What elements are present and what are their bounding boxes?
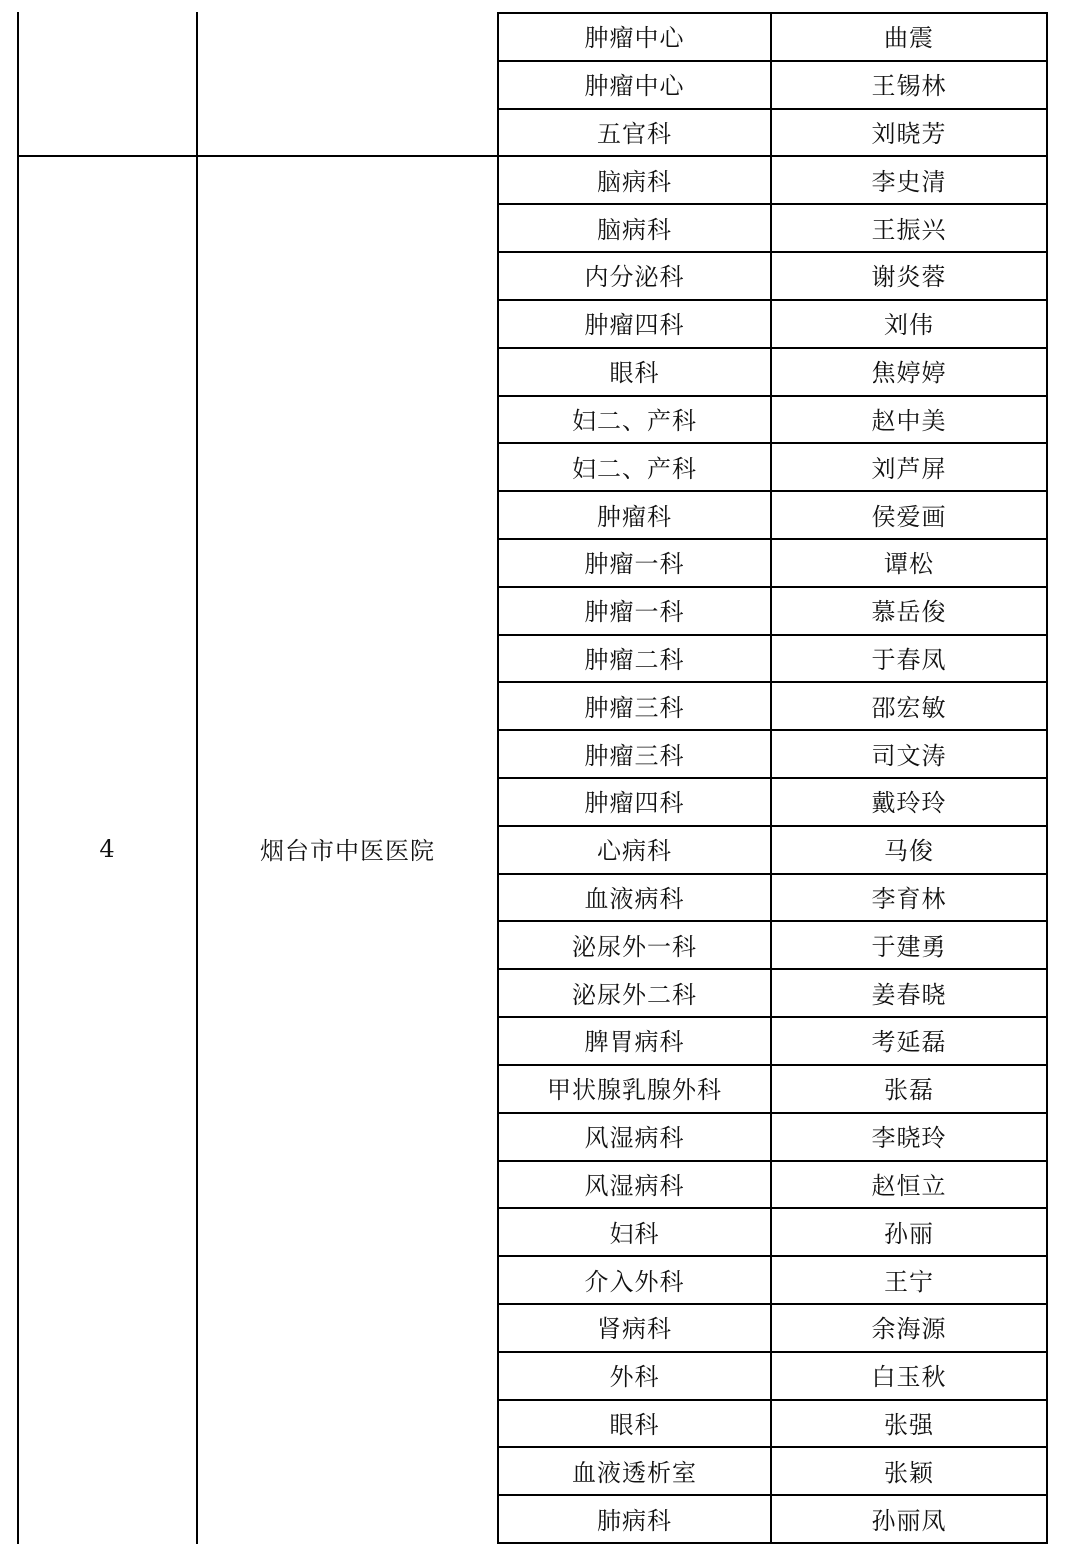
name-cell: 邵宏敏 <box>871 693 947 722</box>
dept-cell: 妇二、产科 <box>572 406 697 435</box>
name-cell: 王振兴 <box>871 215 947 244</box>
dept-cell: 肺病科 <box>597 1506 672 1535</box>
dept-cell: 泌尿外一科 <box>572 932 697 961</box>
dept-cell: 肿瘤中心 <box>584 72 685 101</box>
dept-cell: 风湿病科 <box>584 1124 685 1153</box>
dept-cell: 脑病科 <box>597 215 672 244</box>
name-cell: 赵恒立 <box>871 1171 947 1200</box>
name-cell: 赵中美 <box>871 406 947 435</box>
dept-cell: 肾病科 <box>597 1315 672 1344</box>
dept-cell: 肿瘤三科 <box>584 693 685 722</box>
name-cell: 谢炎蓉 <box>871 263 947 292</box>
dept-cell: 肿瘤三科 <box>584 741 685 770</box>
name-cell: 李育林 <box>871 885 947 914</box>
name-cell: 王锡林 <box>871 72 947 101</box>
dept-cell: 妇二、产科 <box>572 454 697 483</box>
name-cell: 李晓玲 <box>871 1124 947 1153</box>
name-cell: 考延磊 <box>871 1028 947 1057</box>
name-cell: 谭松 <box>884 550 934 579</box>
name-cell: 马俊 <box>884 837 934 866</box>
dept-cell: 介入外科 <box>584 1267 685 1296</box>
name-cell: 姜春晓 <box>871 980 947 1009</box>
dept-cell: 血液病科 <box>584 885 685 914</box>
hospital-name: 烟台市中医医院 <box>260 837 435 866</box>
name-cell: 刘芦屏 <box>871 454 947 483</box>
name-cell: 曲震 <box>884 24 934 53</box>
dept-cell: 肿瘤四科 <box>584 311 685 340</box>
name-cell: 张颖 <box>884 1458 934 1487</box>
name-cell: 余海源 <box>871 1315 947 1344</box>
name-cell: 刘晓芳 <box>871 120 947 149</box>
dept-cell: 脾胃病科 <box>584 1028 685 1057</box>
dept-cell: 甲状腺乳腺外科 <box>547 1076 722 1105</box>
name-cell: 张强 <box>884 1410 934 1439</box>
name-cell: 司文涛 <box>871 741 947 770</box>
name-cell: 于春凤 <box>871 645 947 674</box>
dept-cell: 妇科 <box>609 1219 660 1248</box>
dept-cell: 血液透析室 <box>572 1458 697 1487</box>
name-cell: 孙丽凤 <box>871 1506 947 1535</box>
name-cell: 刘伟 <box>884 311 934 340</box>
name-cell: 张磊 <box>884 1076 934 1105</box>
dept-cell: 肿瘤一科 <box>584 598 685 627</box>
name-cell: 慕岳俊 <box>871 598 947 627</box>
row-border <box>497 1542 1048 1544</box>
dept-cell: 五官科 <box>597 120 672 149</box>
dept-cell: 肿瘤科 <box>597 502 672 531</box>
name-cell: 戴玲玲 <box>871 789 947 818</box>
dept-cell: 脑病科 <box>597 167 672 196</box>
name-cell: 王宁 <box>884 1267 934 1296</box>
dept-cell: 眼科 <box>609 359 660 388</box>
name-cell: 白玉秋 <box>871 1363 947 1392</box>
name-cell: 焦婷婷 <box>871 359 947 388</box>
dept-cell: 外科 <box>609 1363 660 1392</box>
dept-cell: 肿瘤二科 <box>584 645 685 674</box>
dept-cell: 肿瘤一科 <box>584 550 685 579</box>
name-cell: 于建勇 <box>871 932 947 961</box>
name-cell: 侯爱画 <box>871 502 947 531</box>
dept-cell: 心病科 <box>597 837 672 866</box>
row-index: 4 <box>99 834 116 863</box>
name-cell: 李史清 <box>871 167 947 196</box>
dept-cell: 肿瘤四科 <box>584 789 685 818</box>
name-cell: 孙丽 <box>884 1219 934 1248</box>
dept-cell: 泌尿外二科 <box>572 980 697 1009</box>
dept-cell: 风湿病科 <box>584 1171 685 1200</box>
dept-cell: 内分泌科 <box>584 263 685 292</box>
dept-cell: 肿瘤中心 <box>584 24 685 53</box>
dept-cell: 眼科 <box>609 1410 660 1439</box>
